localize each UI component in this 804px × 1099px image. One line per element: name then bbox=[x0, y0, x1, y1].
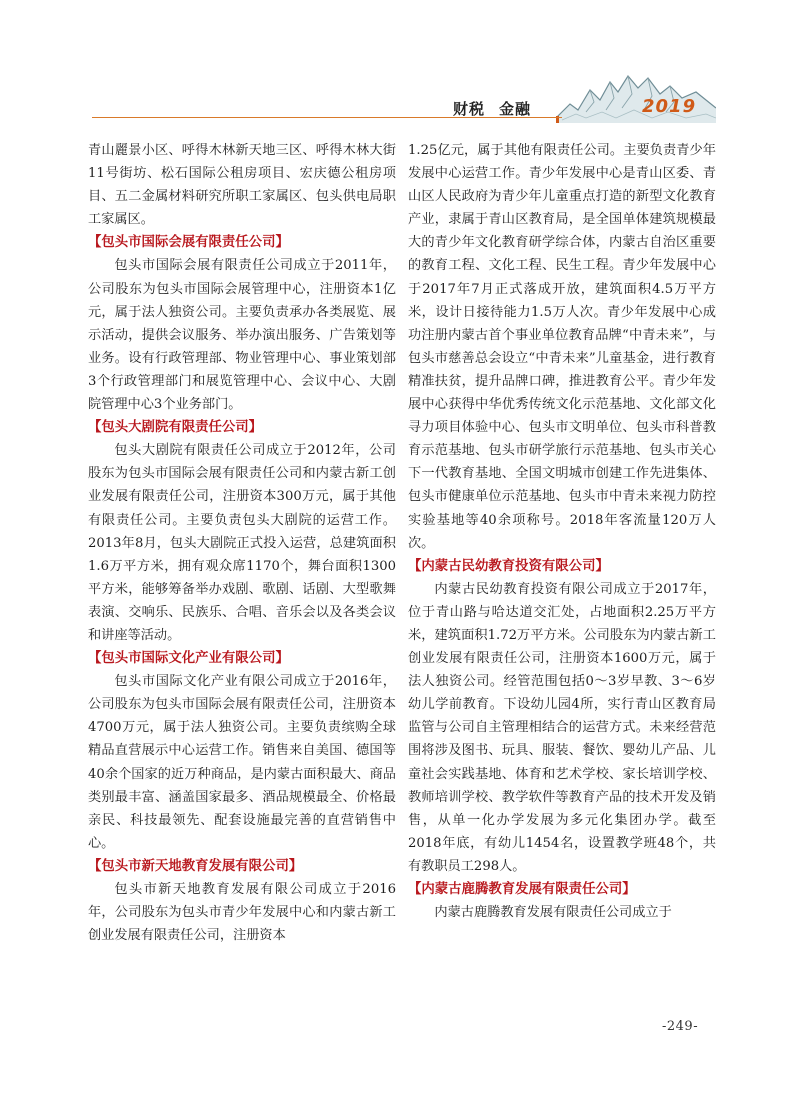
paragraph: 内蒙古鹿腾教育发展有限责任公司成立于 bbox=[434, 905, 672, 921]
section-title-finance: 金融 bbox=[499, 100, 532, 118]
page-number: -249- bbox=[662, 1019, 699, 1034]
paragraph: 包头市新天地教育发展有限公司成立于2016年，公司股东为包头市青少年发展中心和内蒙古新工创业发展有限责任公司，注册资本 bbox=[88, 882, 396, 944]
page-header bbox=[0, 0, 804, 130]
left-column bbox=[88, 139, 396, 947]
paragraph: 青山麗景小区、呼得木林新天地三区、呼得木林大街11号街坊、松石国际公租房项目、宏庆德公租房项目、五二金属材料研究所职工家属区、包头供电局职工家属区。 bbox=[88, 143, 396, 228]
paragraph: 包头市国际会展有限责任公司成立于2011年，公司股东为包头市国际会展管理中心，注册资本1亿元，属于法人独资公司。主要负责承办各类展览、展示活动，提供会议服务、举办演出服务、广告策划等业务。设有行政管理部、物业管理中心、事业策划部3个行政管理部门和展览管理中心、会议中心、大剧院管理中心3个业务部门。 bbox=[88, 258, 396, 413]
section-title bbox=[453, 98, 531, 119]
paragraph: 包头市国际文化产业有限公司成立于2016年，公司股东为包头市国际会展有限责任公司，注册资本4700万元，属于法人独资公司。主要负责缤购全球精品直营展示中心运营工作。销售来自美国、德国等40余个国家的近万种商品，是内蒙古面积最大、商品类别最丰富、涵盖国家最多、酒品规模最全、价格最亲民、科技最领先、配套设施最完善的直营销售中心。 bbox=[88, 674, 396, 851]
company-heading: 【包头市新天地教育发展有限公司】 bbox=[88, 858, 303, 874]
paragraph: 内蒙古民幼教育投资有限公司成立于2017年，位于青山路与哈达道交汇处，占地面积2.25万平方米，建筑面积1.72万平方米。公司股东为内蒙古新工创业发展有限责任公司，注册资本1600万元，属于法人独资公司。经管范围包括0～3岁早教、3～6岁幼儿学前教育。下设幼儿园4所，实行青山区教育局监管与公司自主管理相结合的运营方式。未来经营范围将涉及图书、玩具、服装、餐饮、婴幼儿产品、儿童社会实践基地、体育和艺术学校、家长培训学校、教师培训学校、教学软件等教育产品的技术开发及销售，从单一化办学发展为多元化集团办学。截至2018年底，有幼儿1454名，设置教学班48个，共有教职员工298人。 bbox=[408, 581, 716, 874]
company-heading: 【包头市国际文化产业有限公司】 bbox=[88, 651, 289, 667]
paragraph: 1.25亿元，属于其他有限责任公司。主要负责青少年发展中心运营工作。青少年发展中心是青山区委、青山区人民政府为青少年儿童重点打造的新型文化教育产业，隶属于青山区教育局，是全国单体建筑规模最大的青少年文化教育研学综合体，内蒙古自治区重要的教育工程、文化工程、民生工程。青少年发展中心于2017年7月正式落成开放，建筑面积4.5万平方米，设计日接待能力1.5万人次。青少年发展中心成功注册内蒙古首个事业单位教育品牌“中青未来”，与包头市慈善总会设立“中青未来”儿童基金，进行教育精准扶贫，提升品牌口碑，推进教育公平。青少年发展中心获得中华优秀传统文化示范基地、文化部文化寻力项目体验中心、包头市文明单位、包头市科普教育示范基地、包头市研学旅行示范基地、包头市关心下一代教育基地、全国文明城市创建工作先进集体、包头市健康单位示范基地、包头市中青未来视力防控实验基地等40余项称号。2018年客流量120万人次。 bbox=[408, 143, 716, 551]
paragraph: 包头大剧院有限责任公司成立于2012年，公司股东为包头市国际会展有限责任公司和内蒙古新工创业发展有限责任公司，注册资本300万元，属于其他有限责任公司。主要负责包头大剧院的运营工作。2013年8月，包头大剧院正式投入运营，总建筑面积1.6万平方米，拥有观众席1170个，舞台面积1300平方米，能够筹备举办戏剧、歌剧、话剧、大型歌舞表演、交响乐、民族乐、合唱、音乐会以及各类会议和讲座等活动。 bbox=[88, 443, 396, 643]
company-heading: 【包头大剧院有限责任公司】 bbox=[88, 420, 263, 436]
yearbook-year: 2019 bbox=[642, 96, 697, 117]
company-heading: 【内蒙古鹿腾教育发展有限责任公司】 bbox=[408, 882, 636, 897]
company-heading: 【内蒙古民幼教育投资有限公司】 bbox=[408, 558, 609, 574]
company-heading: 【包头市国际会展有限责任公司】 bbox=[88, 235, 289, 251]
right-column bbox=[408, 139, 716, 924]
section-title-tax: 财税 bbox=[453, 100, 486, 118]
